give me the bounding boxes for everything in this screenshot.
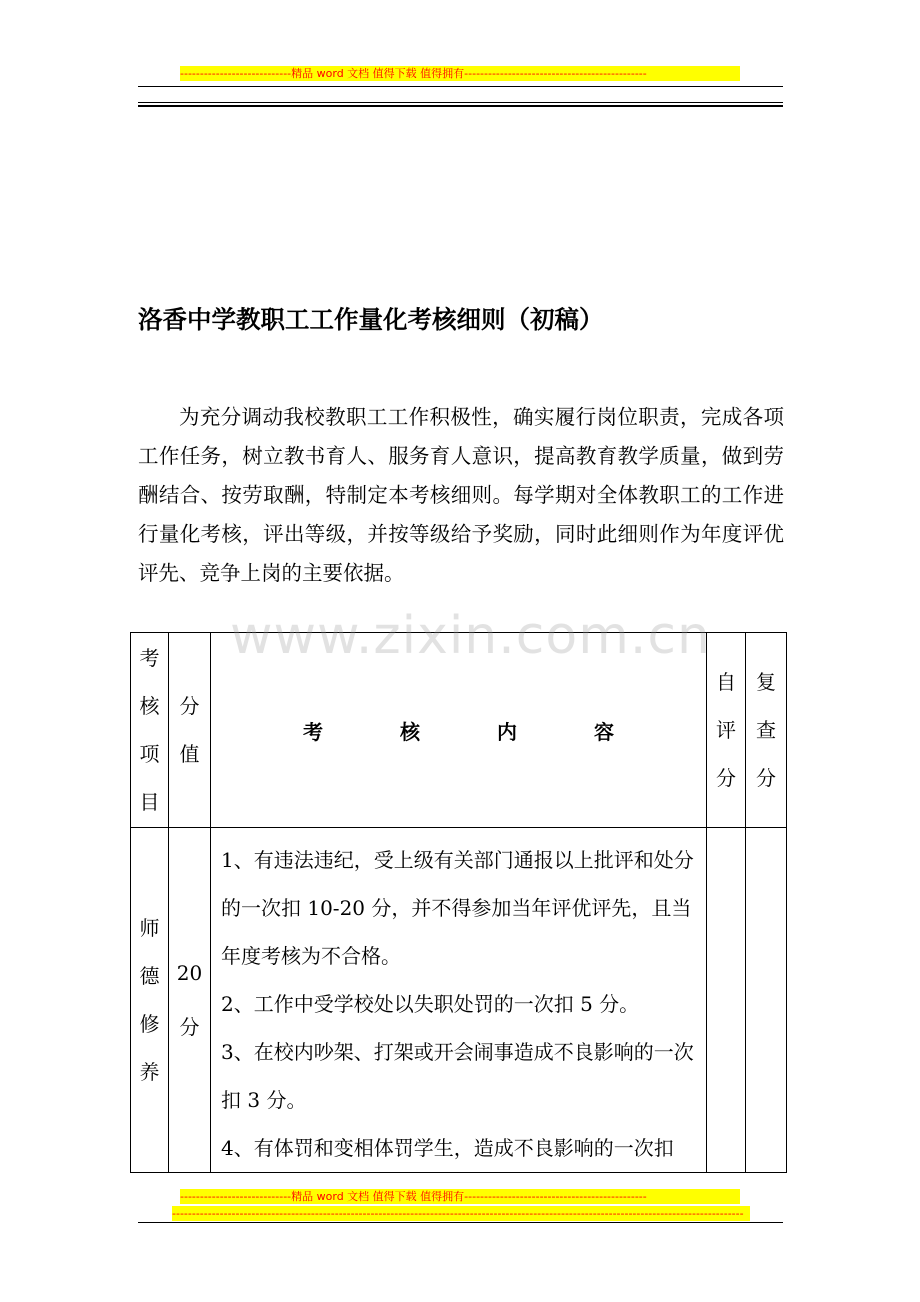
content-line: 4、有体罚和变相体罚学生，造成不良影响的一次扣: [221, 1136, 674, 1160]
header-review-score: [746, 633, 787, 828]
row-review-score: [746, 828, 787, 1173]
header-content-char: 考: [303, 719, 324, 744]
row-item-char: 修: [139, 1012, 160, 1036]
footer-banner: ----------------------------精品 word 文档 值得下载 值得拥有----------------------------------------------: [180, 1189, 740, 1204]
header-rule-double-1: [138, 102, 783, 103]
footer-banner-dashes: ------------------------------------------------------------------------------------------------------------------------------------------------: [172, 1206, 750, 1221]
row-item-char: 养: [139, 1060, 160, 1084]
header-score: [169, 633, 211, 828]
header-content-char: 容: [593, 719, 614, 744]
content-line: 1、有违法违纪，受上级有关部门通报以上批评和处分的一次扣 10-20 分，并不得参加当年评优评先，且当年度考核为不合格。: [221, 848, 694, 968]
row-score: [169, 828, 211, 1173]
header-rule-thin: [138, 86, 783, 87]
header-rule-double-2: [138, 105, 783, 107]
row-score-value: 20: [176, 961, 203, 985]
header-item-char: 考: [139, 646, 160, 670]
header-item-char: 项: [139, 742, 160, 766]
header-self-score: [707, 633, 746, 828]
row-item-char: 师: [139, 916, 160, 940]
header-content-char: 核: [400, 719, 421, 744]
header-self-char: 自: [716, 670, 736, 694]
row-self-score: [707, 828, 746, 1173]
header-item: [131, 633, 169, 828]
content-line: 2、工作中受学校处以失职处罚的一次扣 5 分。: [221, 992, 640, 1016]
row-content: [211, 828, 707, 1173]
header-review-char: 复: [756, 670, 776, 694]
header-self-char: 评: [716, 718, 736, 742]
footer-rule: [138, 1222, 783, 1223]
row-score-unit: 分: [179, 1015, 200, 1039]
header-item-char: 核: [139, 694, 160, 718]
row-item-char: 德: [139, 964, 160, 988]
intro-paragraph: 为充分调动我校教职工工作积极性，确实履行岗位职责，完成各项工作任务，树立教书育人、服务育人意识，提高教育教学质量，做到劳酬结合、按劳取酬，特制定本考核细则。每学期对全体教职工的工作进行量化考核，评出等级，并按等级给予奖励，同时此细则作为年度评优评先、竞争上岗的主要依据。: [138, 405, 784, 585]
watermark: www.zixin.com.cn: [230, 606, 711, 666]
header-score-char: 分: [179, 694, 200, 718]
table-row: [131, 828, 787, 1173]
content-line: 3、在校内吵架、打架或开会闹事造成不良影响的一次扣 3 分。: [221, 1040, 694, 1112]
header-score-char: 值: [179, 742, 200, 766]
assessment-table: [130, 632, 787, 1173]
header-content-char: 内: [496, 719, 517, 744]
header-review-char: 查: [756, 718, 776, 742]
header-item-char: 目: [139, 790, 160, 814]
document-title: 洛香中学教职工工作量化考核细则（初稿）: [138, 305, 604, 334]
header-self-char: 分: [716, 766, 736, 790]
row-item: [131, 828, 169, 1173]
header-review-char: 分: [756, 766, 776, 790]
header-banner: ----------------------------精品 word 文档 值得下载 值得拥有----------------------------------------------: [180, 66, 740, 81]
